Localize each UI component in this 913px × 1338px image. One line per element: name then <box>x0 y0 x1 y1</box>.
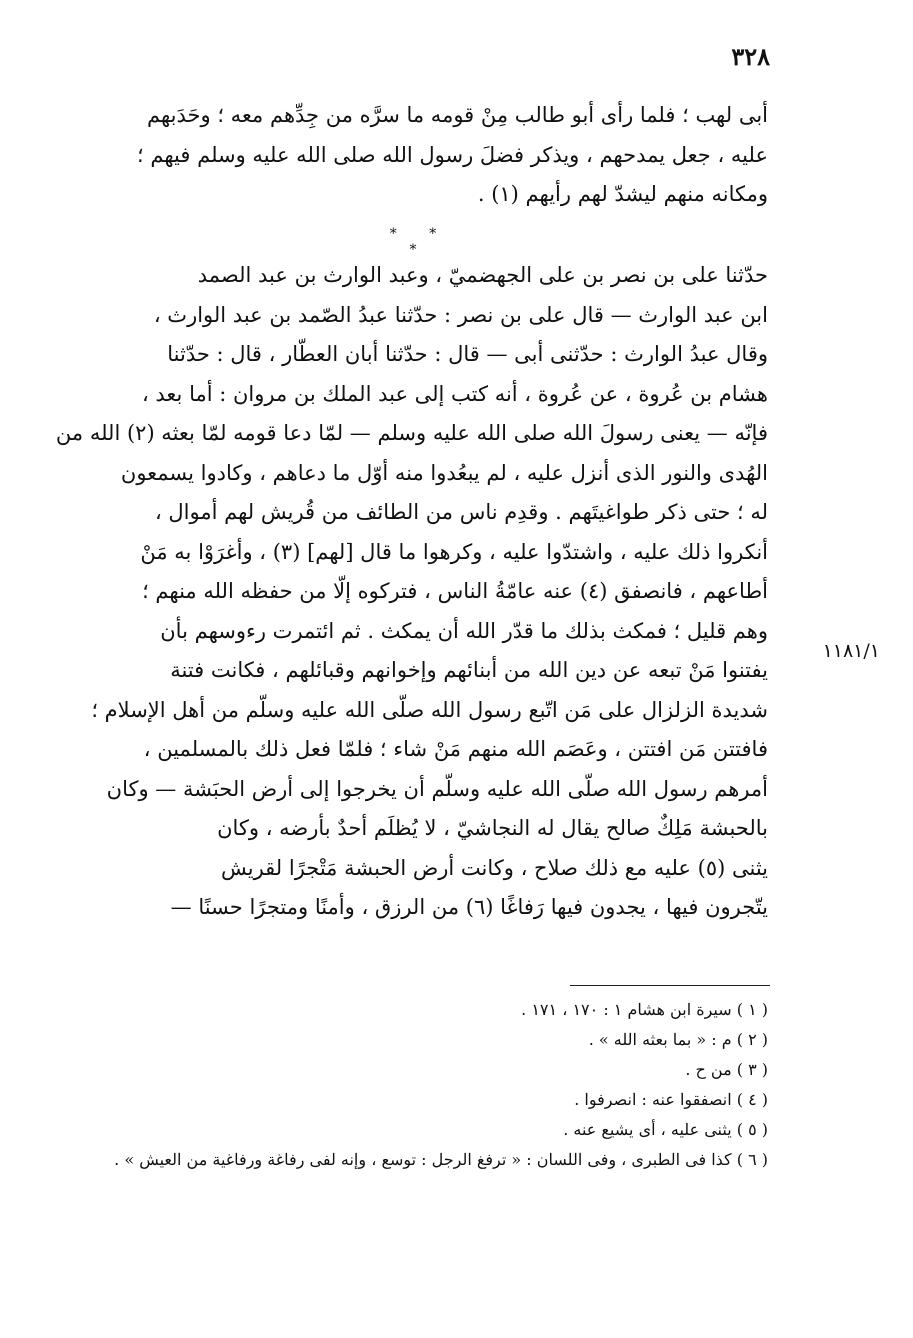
text-line: عليه ، جعل يمدحهم ، ويذكر فضلَ رسول الله صلى الله عليه وسلم فيهم ؛ <box>137 142 768 167</box>
text-line: بالحبشة مَلِكٌ صالح يقال له النجاشيّ ، لا يُظلَم أحدٌ بأرضه ، وكان <box>217 816 768 840</box>
intro-paragraph <box>108 96 768 215</box>
footnote-divider <box>570 985 770 986</box>
footnote: ( ٦ ) كذا فى الطبرى ، وفى اللسان : « ترفغ الرجل : توسع ، وإنه لفى رفاغة ورفاغية من العيش » . <box>114 1150 768 1169</box>
text-line: ومكانه منهم ليشدّ لهم رأيهم (١) . <box>477 182 768 206</box>
text-line: أبى لهب ؛ فلما رأى أبو طالب مِنْ قومه ما سرَّه من جِدِّهم معه ؛ وحَدَبهم <box>147 103 768 127</box>
text-line: يثنى (٥) عليه مع ذلك صلاح ، وكانت أرض الحبشة مَتْجرًا لقريش <box>220 855 768 880</box>
text-line: فافتتن مَن افتتن ، وعَصَم الله منهم مَنْ شاء ؛ فلمّا فعل ذلك بالمسلمين ، <box>143 737 768 761</box>
text-line: يتّجرون فيها ، يجدون فيها رَفاغًا (٦) من الرزق ، وأمنًا ومتجرًا حسنًا — <box>170 895 768 919</box>
footnote: ( ٢ ) م : « بما بعثه الله » . <box>588 1030 768 1049</box>
margin-reference: ١١٨١/١ <box>822 640 880 662</box>
main-paragraph <box>55 256 768 928</box>
text-line: أطاعهم ، فانصفق (٤) عنه عامّةُ الناس ، فتركوه إلّا من حفظه الله منهم ؛ <box>142 579 768 603</box>
text-line: وهم قليل ؛ فمكث بذلك ما قدّر الله أن يمكث . ثم ائتمرت رءوسهم بأن <box>160 618 768 643</box>
text-line: وقال عبدُ الوارث : حدّثنى أبى — قال : حدّثنا أبان العطّار ، قال : حدّثنا <box>167 342 768 366</box>
text-line: أمرهم رسول الله صلّى الله عليه وسلّم أن يخرجوا إلى أرض الحبَشة — وكان <box>106 776 768 801</box>
footnote: ( ٣ ) من ح . <box>685 1060 768 1079</box>
footnotes <box>108 995 768 1175</box>
section-separator: * * * <box>389 226 451 258</box>
footnote: ( ٥ ) يثنى عليه ، أى يشيع عنه . <box>563 1120 768 1139</box>
text-line: له ؛ حتى ذكر طواغيتَهم . وقدِم ناس من الطائف من قُريش لهم أموال ، <box>154 500 768 524</box>
text-line: فإنّه — يعنى رسولَ الله صلى الله عليه وسلم — لمّا دعا قومه لمّا بعثه (٢) الله من <box>55 421 768 445</box>
text-line: شديدة الزلزال على مَن اتّبع رسول الله صلّى الله عليه وسلّم من أهل الإسلام ؛ <box>91 697 768 722</box>
text-line: يفتنوا مَنْ تبعه عن دين الله من أبنائهم وإخوانهم وقبائلهم ، فكانت فتنة <box>170 658 768 682</box>
footnote: ( ١ ) سيرة ابن هشام ١ : ١٧٠ ، ١٧١ . <box>521 1000 768 1019</box>
text-line: هشام بن عُروة ، عن عُروة ، أنه كتب إلى عبد الملك بن مروان : أما بعد ، <box>141 381 768 406</box>
footnote: ( ٤ ) انصفقوا عنه : انصرفوا . <box>574 1090 768 1109</box>
text-line: ابن عبد الوارث — قال على بن نصر : حدّثنا عبدُ الصّمد بن عبد الوارث ، <box>153 302 768 327</box>
page-number: ٣٢٨ <box>731 42 770 71</box>
text-line: أنكروا ذلك عليه ، واشتدّوا عليه ، وكرهوا ما قال [لهم] (٣) ، وأغرَوْا به مَنْ <box>140 539 768 564</box>
text-line: حدّثنا على بن نصر بن على الجهضميّ ، وعبد الوارث بن عبد الصمد <box>197 263 768 287</box>
text-line: الهُدى والنور الذى أنزل عليه ، لم يبعُدوا منه أوّل ما دعاهم ، وكادوا يسمعون <box>120 460 768 485</box>
